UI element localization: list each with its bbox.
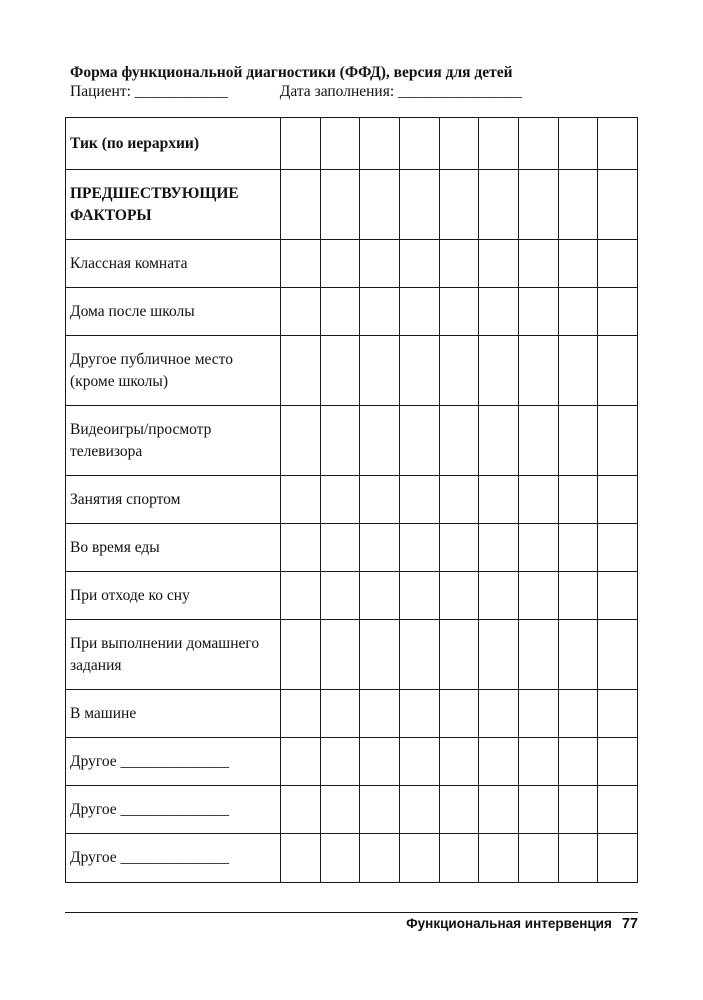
entry-cell[interactable] xyxy=(558,572,598,620)
footer-section-title: Функциональная интервенция xyxy=(406,916,612,931)
entry-cell[interactable] xyxy=(360,690,400,738)
entry-cell[interactable] xyxy=(518,170,558,240)
entry-cell[interactable] xyxy=(399,476,439,524)
entry-cell[interactable] xyxy=(281,240,321,288)
entry-cell[interactable] xyxy=(439,786,479,834)
entry-cell[interactable] xyxy=(558,786,598,834)
entry-cell[interactable] xyxy=(598,620,638,690)
entry-cell[interactable] xyxy=(399,170,439,240)
entry-cell[interactable] xyxy=(320,288,360,336)
entry-cell[interactable] xyxy=(558,620,598,690)
entry-cell[interactable] xyxy=(320,786,360,834)
entry-cell[interactable] xyxy=(360,620,400,690)
entry-cell[interactable] xyxy=(399,406,439,476)
entry-cell[interactable] xyxy=(479,572,519,620)
entry-cell[interactable] xyxy=(320,738,360,786)
entry-cell[interactable] xyxy=(598,738,638,786)
entry-cell[interactable] xyxy=(558,336,598,406)
entry-cell[interactable] xyxy=(281,118,321,170)
entry-cell[interactable] xyxy=(281,476,321,524)
entry-cell[interactable] xyxy=(320,690,360,738)
entry-cell[interactable] xyxy=(479,406,519,476)
entry-cell[interactable] xyxy=(399,288,439,336)
row-label: Другое ______________ xyxy=(66,834,281,883)
entry-cell[interactable] xyxy=(439,524,479,572)
entry-cell[interactable] xyxy=(399,738,439,786)
entry-cell[interactable] xyxy=(439,240,479,288)
entry-cell[interactable] xyxy=(558,406,598,476)
table-row xyxy=(66,572,638,620)
entry-cell[interactable] xyxy=(598,690,638,738)
entry-cell[interactable] xyxy=(281,572,321,620)
entry-cell[interactable] xyxy=(598,170,638,240)
date-field: Дата заполнения: ________________ xyxy=(279,83,523,100)
row-label: Другое публичное место (кроме школы) xyxy=(66,336,281,406)
entry-cell[interactable] xyxy=(360,738,400,786)
entry-cell[interactable] xyxy=(558,524,598,572)
diagnostic-table-body xyxy=(66,118,638,883)
table-row xyxy=(66,240,638,288)
entry-cell[interactable] xyxy=(598,288,638,336)
entry-cell[interactable] xyxy=(558,240,598,288)
footer-divider xyxy=(65,912,638,913)
entry-cell[interactable] xyxy=(320,620,360,690)
table-row xyxy=(66,170,638,240)
table-row xyxy=(66,690,638,738)
entry-cell[interactable] xyxy=(479,524,519,572)
entry-cell[interactable] xyxy=(320,406,360,476)
row-label: В машине xyxy=(66,690,281,738)
entry-cell[interactable] xyxy=(439,738,479,786)
entry-cell[interactable] xyxy=(320,336,360,406)
entry-cell[interactable] xyxy=(439,170,479,240)
entry-cell[interactable] xyxy=(598,476,638,524)
entry-cell[interactable] xyxy=(518,690,558,738)
row-label: Во время еды xyxy=(66,524,281,572)
entry-cell[interactable] xyxy=(320,476,360,524)
row-label: Занятия спортом xyxy=(66,476,281,524)
entry-cell[interactable] xyxy=(399,240,439,288)
table-row xyxy=(66,476,638,524)
entry-cell[interactable] xyxy=(360,834,400,883)
entry-cell[interactable] xyxy=(558,738,598,786)
row-label: При выполнении домашнего задания xyxy=(66,620,281,690)
page-footer xyxy=(406,914,638,934)
entry-cell[interactable] xyxy=(281,524,321,572)
entry-cell[interactable] xyxy=(281,786,321,834)
table-row xyxy=(66,288,638,336)
entry-cell[interactable] xyxy=(598,786,638,834)
entry-cell[interactable] xyxy=(399,524,439,572)
entry-cell[interactable] xyxy=(479,786,519,834)
table-row xyxy=(66,834,638,883)
entry-cell[interactable] xyxy=(360,336,400,406)
entry-cell[interactable] xyxy=(360,572,400,620)
entry-cell[interactable] xyxy=(439,288,479,336)
patient-field: Пациент: ____________ xyxy=(70,83,228,100)
entry-cell[interactable] xyxy=(598,406,638,476)
entry-cell[interactable] xyxy=(479,240,519,288)
entry-cell[interactable] xyxy=(518,738,558,786)
entry-cell[interactable] xyxy=(479,620,519,690)
entry-cell[interactable] xyxy=(518,620,558,690)
row-label: Дома после школы xyxy=(66,288,281,336)
entry-cell[interactable] xyxy=(598,240,638,288)
table-row xyxy=(66,786,638,834)
row-label: Классная комната xyxy=(66,240,281,288)
entry-cell[interactable] xyxy=(598,524,638,572)
entry-cell[interactable] xyxy=(281,170,321,240)
entry-cell[interactable] xyxy=(479,476,519,524)
entry-cell[interactable] xyxy=(281,690,321,738)
row-label: ПРЕДШЕСТВУЮЩИЕ ФАКТОРЫ xyxy=(66,170,281,240)
entry-cell[interactable] xyxy=(320,572,360,620)
table-row xyxy=(66,406,638,476)
entry-cell[interactable] xyxy=(399,118,439,170)
entry-cell[interactable] xyxy=(399,834,439,883)
row-label: При отходе ко сну xyxy=(66,572,281,620)
entry-cell[interactable] xyxy=(320,170,360,240)
entry-cell[interactable] xyxy=(518,406,558,476)
entry-cell[interactable] xyxy=(558,170,598,240)
entry-cell[interactable] xyxy=(518,572,558,620)
entry-cell[interactable] xyxy=(518,336,558,406)
entry-cell[interactable] xyxy=(281,406,321,476)
entry-cell[interactable] xyxy=(479,834,519,883)
form-meta-line xyxy=(70,83,640,101)
entry-cell[interactable] xyxy=(558,288,598,336)
entry-cell[interactable] xyxy=(518,524,558,572)
table-row xyxy=(66,336,638,406)
entry-cell[interactable] xyxy=(399,336,439,406)
entry-cell[interactable] xyxy=(360,786,400,834)
entry-cell[interactable] xyxy=(360,476,400,524)
entry-cell[interactable] xyxy=(439,834,479,883)
entry-cell[interactable] xyxy=(439,620,479,690)
entry-cell[interactable] xyxy=(518,476,558,524)
entry-cell[interactable] xyxy=(399,572,439,620)
entry-cell[interactable] xyxy=(598,118,638,170)
entry-cell[interactable] xyxy=(439,336,479,406)
entry-cell[interactable] xyxy=(281,738,321,786)
entry-cell[interactable] xyxy=(518,240,558,288)
entry-cell[interactable] xyxy=(598,336,638,406)
row-label: Тик (по иерархии) xyxy=(66,118,281,170)
entry-cell[interactable] xyxy=(281,288,321,336)
entry-cell[interactable] xyxy=(320,834,360,883)
form-header xyxy=(70,64,640,101)
entry-cell[interactable] xyxy=(479,118,519,170)
entry-cell[interactable] xyxy=(399,786,439,834)
entry-cell[interactable] xyxy=(518,834,558,883)
entry-cell[interactable] xyxy=(320,240,360,288)
entry-cell[interactable] xyxy=(281,834,321,883)
entry-cell[interactable] xyxy=(281,336,321,406)
entry-cell[interactable] xyxy=(399,620,439,690)
entry-cell[interactable] xyxy=(439,118,479,170)
entry-cell[interactable] xyxy=(479,288,519,336)
diagnostic-table xyxy=(65,117,638,883)
table-row xyxy=(66,620,638,690)
entry-cell[interactable] xyxy=(281,620,321,690)
row-label: Видеоигры/просмотр телевизора xyxy=(66,406,281,476)
entry-cell[interactable] xyxy=(320,524,360,572)
entry-cell[interactable] xyxy=(479,690,519,738)
entry-cell[interactable] xyxy=(439,476,479,524)
entry-cell[interactable] xyxy=(360,240,400,288)
entry-cell[interactable] xyxy=(439,690,479,738)
entry-cell[interactable] xyxy=(518,118,558,170)
row-label: Другое ______________ xyxy=(66,738,281,786)
entry-cell[interactable] xyxy=(558,834,598,883)
entry-cell[interactable] xyxy=(439,406,479,476)
entry-cell[interactable] xyxy=(558,690,598,738)
entry-cell[interactable] xyxy=(598,834,638,883)
entry-cell[interactable] xyxy=(479,170,519,240)
table-row xyxy=(66,738,638,786)
entry-cell[interactable] xyxy=(399,690,439,738)
entry-cell[interactable] xyxy=(518,786,558,834)
entry-cell[interactable] xyxy=(439,572,479,620)
entry-cell[interactable] xyxy=(360,118,400,170)
entry-cell[interactable] xyxy=(518,288,558,336)
form-title: Форма функциональной диагностики (ФФД), версия для детей xyxy=(70,64,513,81)
entry-cell[interactable] xyxy=(320,118,360,170)
entry-cell[interactable] xyxy=(360,406,400,476)
entry-cell[interactable] xyxy=(558,476,598,524)
entry-cell[interactable] xyxy=(360,170,400,240)
table-row xyxy=(66,118,638,170)
entry-cell[interactable] xyxy=(479,336,519,406)
entry-cell[interactable] xyxy=(360,288,400,336)
entry-cell[interactable] xyxy=(598,572,638,620)
page-number: 77 xyxy=(621,916,638,932)
table-row xyxy=(66,524,638,572)
row-label: Другое ______________ xyxy=(66,786,281,834)
entry-cell[interactable] xyxy=(360,524,400,572)
entry-cell[interactable] xyxy=(558,118,598,170)
entry-cell[interactable] xyxy=(479,738,519,786)
